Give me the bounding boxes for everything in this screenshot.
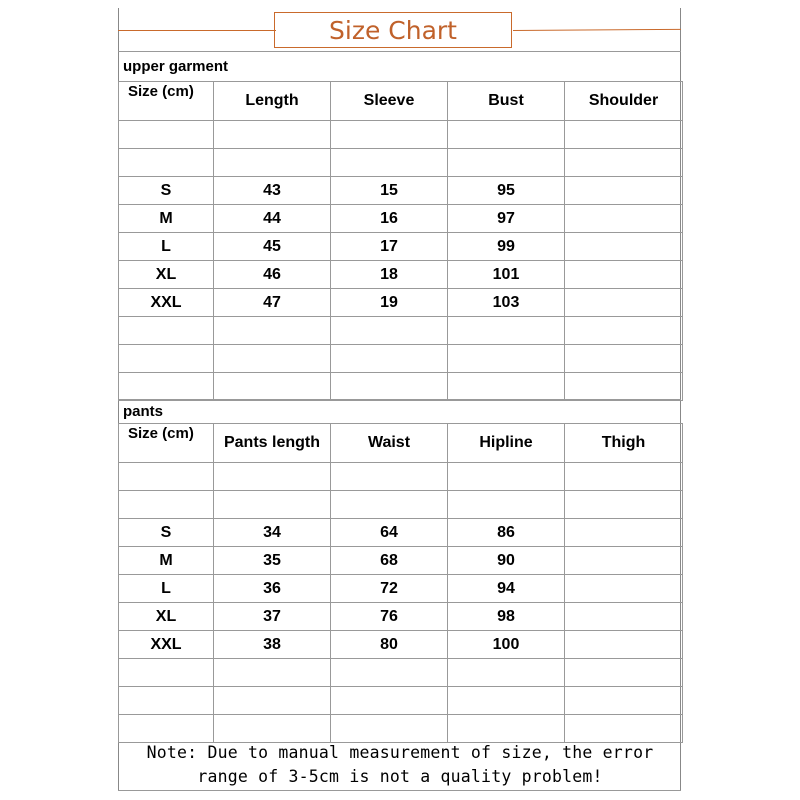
size-cell: XXL xyxy=(119,631,214,659)
table-row xyxy=(119,177,683,205)
value-cell xyxy=(331,659,448,687)
column-header-waist: Waist xyxy=(331,424,448,463)
value-cell xyxy=(448,121,565,149)
size-cell: M xyxy=(119,205,214,233)
value-cell: 15 xyxy=(331,177,448,205)
value-cell xyxy=(565,575,683,603)
value-cell xyxy=(565,233,683,261)
value-cell xyxy=(331,121,448,149)
value-cell xyxy=(214,345,331,373)
value-cell: 47 xyxy=(214,289,331,317)
value-cell: 95 xyxy=(448,177,565,205)
value-cell xyxy=(214,121,331,149)
value-cell: 43 xyxy=(214,177,331,205)
table-row xyxy=(119,261,683,289)
value-cell: 36 xyxy=(214,575,331,603)
value-cell: 86 xyxy=(448,519,565,547)
value-cell: 19 xyxy=(331,289,448,317)
value-cell xyxy=(214,491,331,519)
table-row xyxy=(119,575,683,603)
value-cell: 37 xyxy=(214,603,331,631)
value-cell xyxy=(565,205,683,233)
table-row xyxy=(119,463,683,491)
size-cell xyxy=(119,463,214,491)
column-header-sleeve: Sleeve xyxy=(331,82,448,121)
table-row xyxy=(119,233,683,261)
size-cell xyxy=(119,149,214,177)
value-cell xyxy=(448,345,565,373)
size-cell xyxy=(119,121,214,149)
value-cell xyxy=(214,715,331,743)
table-row xyxy=(119,289,683,317)
value-cell xyxy=(214,687,331,715)
value-cell: 76 xyxy=(331,603,448,631)
value-cell: 17 xyxy=(331,233,448,261)
value-cell xyxy=(214,373,331,401)
value-cell xyxy=(565,547,683,575)
table-row xyxy=(119,205,683,233)
value-cell xyxy=(565,121,683,149)
value-cell xyxy=(331,149,448,177)
title-rule-left xyxy=(118,30,276,31)
size-cell xyxy=(119,491,214,519)
column-header-shoulder: Shoulder xyxy=(565,82,683,121)
value-cell: 80 xyxy=(331,631,448,659)
value-cell: 98 xyxy=(448,603,565,631)
value-cell xyxy=(565,149,683,177)
value-cell: 46 xyxy=(214,261,331,289)
value-cell xyxy=(565,345,683,373)
note-line-2: range of 3-5cm is not a quality problem! xyxy=(197,767,603,786)
value-cell: 45 xyxy=(214,233,331,261)
table-row xyxy=(119,603,683,631)
table-row xyxy=(119,687,683,715)
value-cell: 35 xyxy=(214,547,331,575)
value-cell xyxy=(448,463,565,491)
value-cell xyxy=(331,345,448,373)
value-cell: 16 xyxy=(331,205,448,233)
measurement-note xyxy=(119,741,681,790)
value-cell: 64 xyxy=(331,519,448,547)
column-header-pants-length: Pants length xyxy=(214,424,331,463)
value-cell xyxy=(565,261,683,289)
size-cell xyxy=(119,687,214,715)
value-cell xyxy=(448,715,565,743)
value-cell: 103 xyxy=(448,289,565,317)
size-cell: S xyxy=(119,519,214,547)
size-cell xyxy=(119,715,214,743)
size-cell: L xyxy=(119,233,214,261)
pants-label: pants xyxy=(123,403,164,420)
table-row xyxy=(119,715,683,743)
size-cell xyxy=(119,345,214,373)
size-cell: S xyxy=(119,177,214,205)
size-cell: L xyxy=(119,575,214,603)
value-cell xyxy=(565,519,683,547)
pants-table xyxy=(118,423,683,743)
value-cell: 38 xyxy=(214,631,331,659)
value-cell xyxy=(331,463,448,491)
value-cell xyxy=(565,715,683,743)
value-cell xyxy=(565,603,683,631)
value-cell xyxy=(214,659,331,687)
bottom-rule xyxy=(118,790,681,791)
value-cell: 99 xyxy=(448,233,565,261)
size-cell: M xyxy=(119,547,214,575)
value-cell xyxy=(331,491,448,519)
value-cell xyxy=(214,149,331,177)
value-cell: 90 xyxy=(448,547,565,575)
section-divider xyxy=(118,51,681,52)
table-row xyxy=(119,491,683,519)
value-cell xyxy=(565,463,683,491)
value-cell xyxy=(331,373,448,401)
table-row xyxy=(119,149,683,177)
value-cell xyxy=(331,687,448,715)
value-cell xyxy=(331,317,448,345)
size-header: Size (cm) xyxy=(119,82,214,121)
value-cell xyxy=(565,491,683,519)
value-cell xyxy=(565,289,683,317)
value-cell: 97 xyxy=(448,205,565,233)
table-row xyxy=(119,121,683,149)
value-cell: 72 xyxy=(331,575,448,603)
value-cell: 101 xyxy=(448,261,565,289)
upper-garment-label: upper garment xyxy=(123,58,229,75)
pants-rows xyxy=(119,424,683,743)
upper-garment-rows xyxy=(119,82,683,401)
table-row xyxy=(119,631,683,659)
value-cell xyxy=(565,631,683,659)
value-cell xyxy=(214,317,331,345)
value-cell: 100 xyxy=(448,631,565,659)
table-header-row xyxy=(119,424,683,463)
table-row xyxy=(119,659,683,687)
value-cell xyxy=(565,317,683,345)
value-cell xyxy=(448,659,565,687)
value-cell xyxy=(448,373,565,401)
value-cell xyxy=(565,659,683,687)
upper-garment-table xyxy=(118,81,683,401)
value-cell xyxy=(448,491,565,519)
size-cell: XL xyxy=(119,261,214,289)
table-row xyxy=(119,317,683,345)
table-row xyxy=(119,547,683,575)
value-cell xyxy=(565,687,683,715)
value-cell xyxy=(331,715,448,743)
size-cell xyxy=(119,373,214,401)
table-row xyxy=(119,519,683,547)
value-cell xyxy=(448,317,565,345)
size-cell: XXL xyxy=(119,289,214,317)
value-cell xyxy=(214,463,331,491)
table-row xyxy=(119,373,683,401)
size-header: Size (cm) xyxy=(119,424,214,463)
value-cell: 44 xyxy=(214,205,331,233)
size-cell xyxy=(119,317,214,345)
note-line-1: Note: Due to manual measurement of size, the error xyxy=(146,743,654,762)
value-cell: 68 xyxy=(331,547,448,575)
value-cell xyxy=(565,373,683,401)
value-cell: 34 xyxy=(214,519,331,547)
table-header-row xyxy=(119,82,683,121)
column-header-length: Length xyxy=(214,82,331,121)
column-header-hipline: Hipline xyxy=(448,424,565,463)
section-divider xyxy=(118,399,681,400)
column-header-bust: Bust xyxy=(448,82,565,121)
table-row xyxy=(119,345,683,373)
value-cell xyxy=(448,687,565,715)
value-cell xyxy=(565,177,683,205)
size-cell: XL xyxy=(119,603,214,631)
size-cell xyxy=(119,659,214,687)
column-header-thigh: Thigh xyxy=(565,424,683,463)
value-cell: 94 xyxy=(448,575,565,603)
page-title: Size Chart xyxy=(274,12,512,48)
value-cell xyxy=(448,149,565,177)
value-cell: 18 xyxy=(331,261,448,289)
